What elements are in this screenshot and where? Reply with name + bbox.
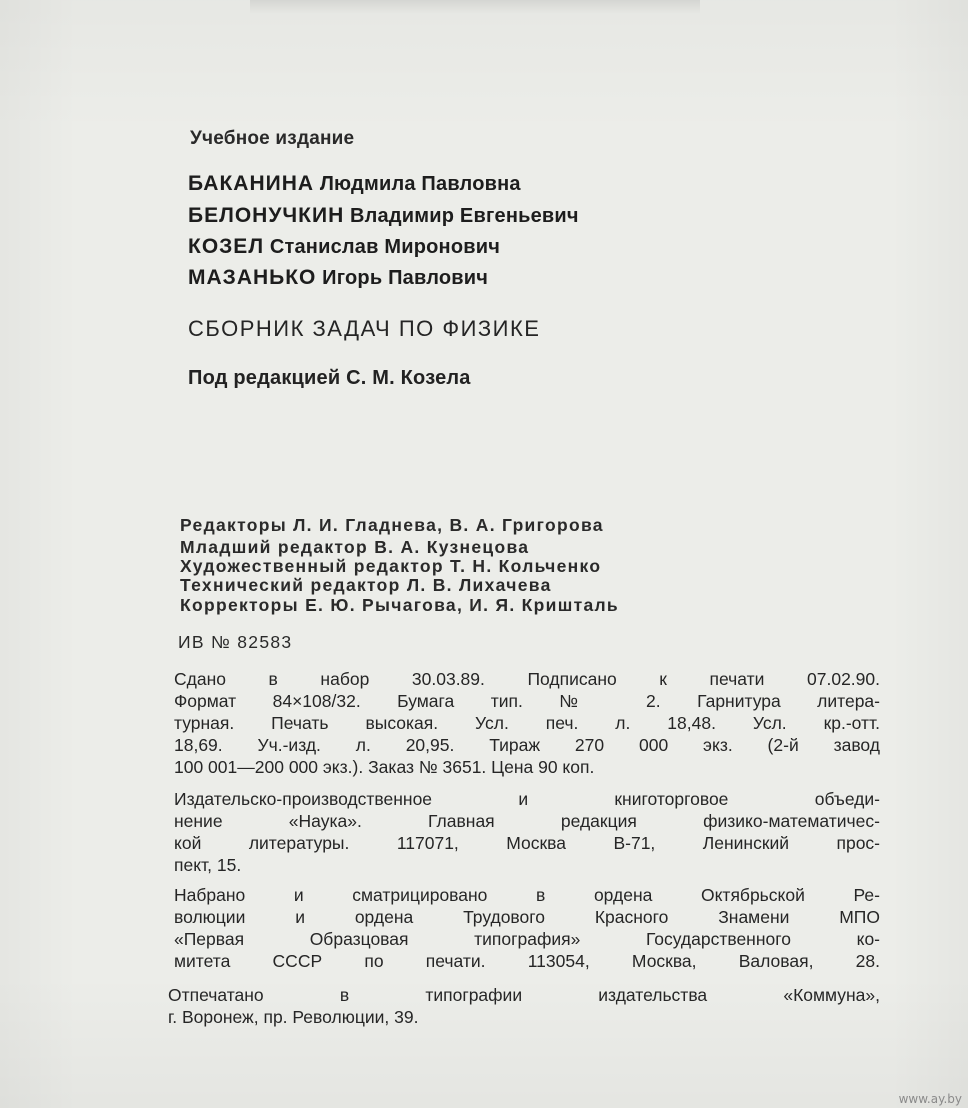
- typeset-line: митета СССР по печати. 113054, Москва, Валовая, 28.: [174, 951, 880, 971]
- staff-line: Художественный редактор Т. Н. Кольченко: [180, 556, 602, 576]
- author-name: Игорь Павлович: [322, 267, 489, 289]
- author-4: [188, 266, 488, 290]
- author-surname: МАЗАНЬКО: [188, 266, 317, 289]
- author-1: [188, 172, 521, 196]
- page-edge-shadow: [250, 0, 700, 14]
- publisher-info: [174, 788, 880, 876]
- print-details-line: 18,69. Уч.-изд. л. 20,95. Тираж 270 000 экз. (2-й завод: [174, 735, 880, 755]
- author-name: Станислав Миронович: [269, 236, 501, 258]
- author-name: Владимир Евгеньевич: [350, 205, 579, 227]
- author-3: [188, 235, 500, 259]
- edited-by: Под редакцией С. М. Козела: [188, 367, 471, 389]
- print-details-line: Формат 84×108/32. Бумага тип. № 2. Гарнитура литера-: [174, 691, 880, 711]
- edition-type: Учебное издание: [190, 128, 355, 149]
- staff-line: Технический редактор Л. В. Лихачева: [180, 575, 552, 595]
- iv-number: ИВ № 82583: [178, 632, 293, 652]
- printed-line: г. Воронеж, пр. Революции, 39.: [168, 1007, 419, 1027]
- print-details-line: турная. Печать высокая. Усл. печ. л. 18,48. Усл. кр.-отт.: [174, 713, 880, 733]
- print-details-line: Сдано в набор 30.03.89. Подписано к печати 07.02.90.: [174, 669, 880, 689]
- publisher-line: пект, 15.: [174, 855, 242, 875]
- author-surname: БАКАНИНА: [188, 172, 315, 195]
- print-details: [174, 668, 880, 778]
- book-title: СБОРНИК ЗАДАЧ ПО ФИЗИКЕ: [188, 316, 541, 341]
- staff-line: Редакторы Л. И. Гладнева, В. А. Григорова: [180, 515, 604, 535]
- staff-line: Корректоры Е. Ю. Рычагова, И. Я. Кришталь: [180, 595, 619, 615]
- author-2: [188, 204, 579, 228]
- publisher-line: кой литературы. 117071, Москва В-71, Ленинский прос-: [174, 833, 880, 853]
- typeset-info: [174, 884, 880, 972]
- printed-line: Отпечатано в типографии издательства «Коммуна»,: [168, 985, 880, 1005]
- typeset-line: Набрано и сматрицировано в ордена Октябрьской Ре-: [174, 885, 880, 905]
- publisher-line: нение «Наука». Главная редакция физико-математичес-: [174, 811, 880, 831]
- printed-info: [168, 984, 880, 1028]
- print-details-line: 100 001—200 000 экз.). Заказ № 3651. Цена 90 коп.: [174, 757, 595, 777]
- typeset-line: «Первая Образцовая типография» Государственного ко-: [174, 929, 880, 949]
- typeset-line: волюции и ордена Трудового Красного Знамени МПО: [174, 907, 880, 927]
- staff-line: Младший редактор В. А. Кузнецова: [180, 537, 530, 557]
- publisher-line: Издательско-производственное и книготорговое объеди-: [174, 789, 880, 809]
- author-name: Людмила Павловна: [319, 173, 521, 195]
- watermark: www.ay.by: [898, 1092, 962, 1106]
- author-surname: КОЗЕЛ: [188, 235, 265, 258]
- author-surname: БЕЛОНУЧКИН: [188, 204, 345, 227]
